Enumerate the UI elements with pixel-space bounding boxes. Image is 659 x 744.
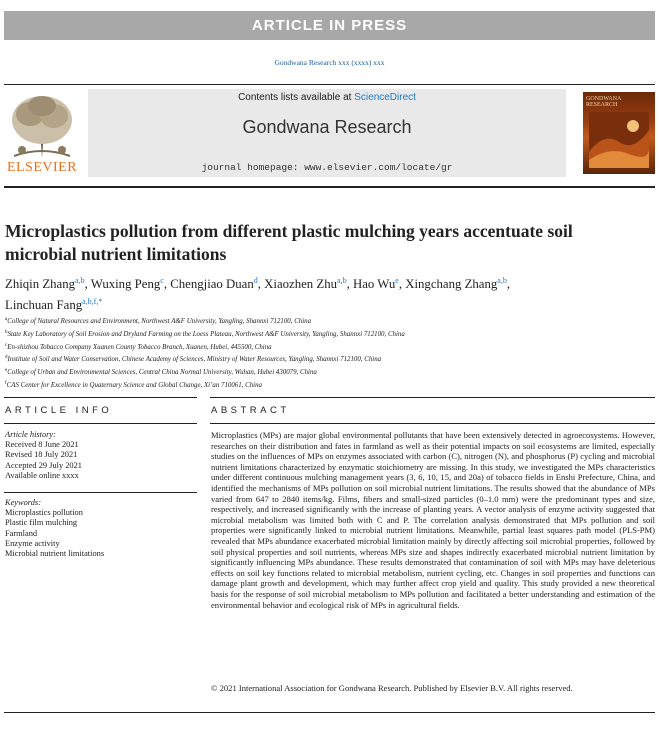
author-affiliation-marker[interactable]: d — [253, 276, 258, 285]
author-separator: , — [84, 277, 91, 291]
journal-cover-thumbnail[interactable] — [583, 92, 655, 174]
keywords-block — [5, 498, 195, 559]
author-separator: , — [398, 277, 406, 291]
keywords-rule — [4, 492, 197, 493]
affiliation-item — [5, 379, 645, 392]
author-affiliation-marker[interactable]: a,b — [497, 276, 507, 285]
affiliation-key: e — [5, 368, 8, 374]
article-history — [5, 430, 195, 481]
bottom-rule — [4, 712, 655, 713]
copyright-notice: © 2021 International Association for Gondwana Research. Published by Elsevier B.V. All rights reserved. — [211, 683, 573, 693]
elsevier-wordmark: ELSEVIER — [6, 160, 78, 175]
author-affiliation-marker[interactable]: c — [160, 276, 164, 285]
abstract-text: Microplastics (MPs) are major global environmental pollutants that have been extensively detected in agroecosystems. However, researches on their distribution and fates in farmland as well as their potential impacts on soil ecosystems are limited, especially studies on the influences of MPs on enzymes associated with carbon (C), nitrogen (N), and phosphorus (P) cycling and microbial nutrient limitations characterized by enzymatic stoichiometry are missing. In this study, we investigated the MPs characteristics under different continuous mulching management years (3, 6, 10, 15, and 20a) of tobacco fields in Enshi Prefecture, China, and identified the mechanisms of MPs pollution on soil microbial nutrient limitations. The results showed that the abundance of MPs varied from 647 to 2840 items/kg. Films, fibers and small-sized particles (0–1.0 mm) were the predominant types and size, respectively, and increased significantly with the increase of planting years. A vector analysis of enzyme activity suggested that microbial metabolism was limited both with C and P. The correlation analysis demonstrated that MPs pollution and soil properties were significantly linked to microbial nutrient limitations. Meanwhile, partial least squares path model (PLS-PM) revealed that MPs abundance exacerbated microbial limitation mainly by directly affecting soil microbial properties, followed by soil physical properties and soil nutrients, whereas MPs size and shapes indirectly exacerbated microbial nutrient limitation by significantly influencing MPs abundance. These results demonstrated that contamination of soil with MPs may have deleterious effects on soil key functions related to microbial metabolism, nutrient cycling, etc. Changes in soil properties and functions can damage plant growth and development, which may further affect crop yield and quality. This study provided a new theoretical basis for the response of soil microbial metabolism to MPs pollution and facilitated a better understanding and estimation of the environmental behavior and ecological risk of MPs in agricultural fields. — [211, 430, 655, 610]
affiliation-item — [5, 366, 645, 379]
article-info-heading: ARTICLE INFO — [5, 405, 113, 416]
cover-artwork — [589, 112, 649, 168]
affiliation-text: State Key Laboratory of Soil Erosion and Dryland Farming on the Loess Plateau, Northwest A&F University, Yangling, Shannxi 712100, China — [7, 330, 405, 338]
affiliation-text: CAS Center for Excellence in Quaternary Science and Global Change, Xi’an 710061, China — [6, 381, 262, 389]
author-affiliation-marker[interactable]: e — [395, 276, 399, 285]
author-name[interactable]: Hao Wu — [353, 277, 396, 291]
journal-masthead — [88, 89, 566, 177]
sciencedirect-link[interactable]: ScienceDirect — [354, 92, 416, 103]
article-in-press-banner: ARTICLE IN PRESS — [4, 11, 655, 40]
affiliation-item — [5, 353, 645, 366]
history-accepted: Accepted 29 July 2021 — [5, 460, 82, 470]
author-separator: , — [163, 277, 171, 291]
keyword-item: Plastic film mulching — [5, 518, 78, 528]
journal-citation-link[interactable]: Gondwana Research xxx (xxxx) xxx — [274, 58, 385, 67]
journal-homepage-link[interactable]: journal homepage: www.elsevier.com/locate/gr — [201, 162, 453, 173]
cover-title: GONDWANA RESEARCH — [586, 96, 621, 108]
author-name[interactable]: Xiaozhen Zhu — [264, 277, 338, 291]
affiliation-key: d — [5, 355, 8, 361]
author-list — [5, 272, 645, 314]
keyword-item: Microbial nutrient limitations — [5, 549, 105, 559]
history-available: Available online xxxx — [5, 470, 79, 480]
affiliation-text: Institute of Soil and Water Conservation, Chinese Academy of Sciences, Ministry of Water Resources, Yangling, Shannxi 712100, China — [7, 356, 382, 364]
abstract-top-rule — [210, 397, 655, 398]
history-label: Article history: — [5, 430, 56, 439]
history-received: Received 8 June 2021 — [5, 440, 79, 450]
author-separator: , — [506, 277, 511, 291]
affiliation-text: College of Natural Resources and Environment, Northwest A&F University, Yangling, Shannxi 712100, China — [7, 318, 312, 325]
keyword-item: Enzyme activity — [5, 538, 60, 548]
affiliation-item — [5, 315, 645, 328]
article-info-top-rule — [4, 397, 197, 398]
affiliation-item — [5, 328, 645, 341]
affiliation-key: c — [5, 342, 8, 348]
history-revised: Revised 18 July 2021 — [5, 450, 78, 460]
abstract-heading-rule — [210, 423, 655, 424]
affiliation-key: b — [5, 329, 8, 335]
author-affiliation-marker[interactable]: a,b — [75, 276, 85, 285]
affiliation-list — [5, 315, 645, 392]
article-info-heading-rule — [4, 423, 197, 424]
header-bottom-rule — [4, 186, 655, 188]
contents-line — [88, 92, 566, 103]
affiliation-key: a — [5, 317, 8, 322]
author-affiliation-marker[interactable]: a,b,f,* — [82, 297, 103, 306]
contents-prefix: Contents lists available at — [238, 92, 355, 103]
author-separator: , — [257, 277, 265, 291]
affiliation-key: f — [5, 380, 7, 386]
author-name[interactable]: Linchuan Fang — [5, 298, 83, 312]
author-separator: , — [346, 277, 353, 291]
journal-title: Gondwana Research — [242, 117, 412, 137]
author-name[interactable]: Xingchang Zhang — [405, 277, 498, 291]
keyword-item: Farmland — [5, 528, 38, 538]
affiliation-text: En-shizhou Tobacco Company Xuanen County Tobacco Branch, Xuanen, Hubei, 445500, China — [7, 343, 272, 351]
author-name[interactable]: Zhiqin Zhang — [5, 277, 76, 291]
affiliation-text: College of Urban and Environmental Sciences, Central China Normal University, Wuhan, Hubei 430079, China — [7, 369, 317, 377]
keyword-item: Microplastics pollution — [5, 508, 83, 518]
article-title: Microplastics pollution from different plastic mulching years accentuate soil microbial nutrient limitations — [5, 221, 573, 264]
top-rule — [4, 84, 655, 85]
author-affiliation-marker[interactable]: a,b — [337, 276, 347, 285]
author-name[interactable]: Chengjiao Duan — [170, 277, 254, 291]
abstract-heading: ABSTRACT — [211, 405, 290, 416]
affiliation-item — [5, 341, 645, 354]
author-name[interactable]: Wuxing Peng — [90, 277, 161, 291]
keywords-label: Keywords: — [5, 498, 41, 507]
